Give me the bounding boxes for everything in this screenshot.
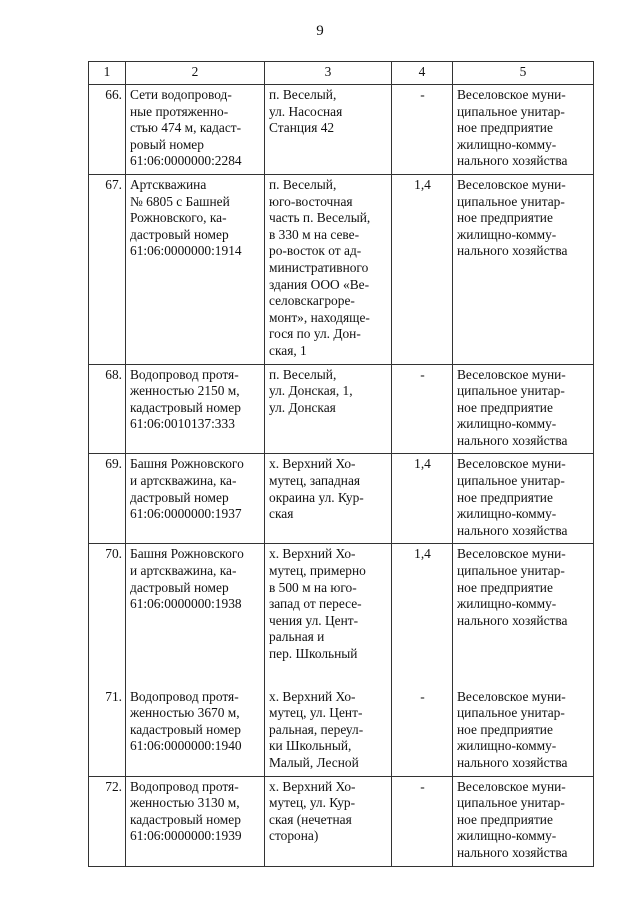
object-location-line: юго-восточная xyxy=(269,193,353,209)
object-location-line: х. Верхний Хо- xyxy=(269,778,356,794)
object-holder-line: нального хозяйства xyxy=(457,432,568,448)
object-location-line: в 330 м на севе- xyxy=(269,226,360,242)
object-location xyxy=(265,667,392,776)
object-location xyxy=(265,776,392,866)
object-location-line: ская, 1 xyxy=(269,342,307,358)
object-holder-line: ное предприятие xyxy=(457,210,553,226)
object-name-line: дастровый номер xyxy=(130,579,229,595)
object-value: - xyxy=(392,776,453,866)
object-location-line: ская (нечетная xyxy=(269,811,352,827)
object-location-line: запад от пересе- xyxy=(269,596,362,612)
object-holder-line: ное предприятие xyxy=(457,721,553,737)
object-holder-line: Веселовское муни- xyxy=(457,778,566,794)
page-number: 9 xyxy=(316,23,324,39)
object-name-line: дастровый номер xyxy=(130,489,229,505)
object-holder-line: ципальное унитар- xyxy=(457,473,565,489)
object-holder xyxy=(453,776,594,866)
object-holder-line: ципальное унитар- xyxy=(457,103,565,119)
object-location-line: х. Верхний Хо- xyxy=(269,456,356,472)
object-holder-line: ципальное унитар- xyxy=(457,383,565,399)
object-holder-line: ципальное унитар- xyxy=(457,563,565,579)
table-row xyxy=(89,544,594,667)
object-holder-line: ное предприятие xyxy=(457,579,553,595)
object-name-line: 61:06:0000000:2284 xyxy=(130,153,242,169)
object-holder xyxy=(453,174,594,364)
object-name-line: Водопровод протя- xyxy=(130,366,239,382)
object-value: - xyxy=(392,364,453,454)
object-holder-line: жилищно-комму- xyxy=(457,506,557,522)
header-col-4: 4 xyxy=(392,62,453,85)
object-holder-line: нального хозяйства xyxy=(457,844,568,860)
table-row xyxy=(89,454,594,544)
object-holder-line: ное предприятие xyxy=(457,489,553,505)
object-holder-line: ципальное унитар- xyxy=(457,193,565,209)
object-holder-line: нального хозяйства xyxy=(457,153,568,169)
object-holder xyxy=(453,85,594,175)
row-number: 70. xyxy=(89,544,126,667)
object-location-line: ул. Донская, 1, xyxy=(269,383,353,399)
object-name-line: женностью 2150 м, xyxy=(130,383,240,399)
object-name xyxy=(126,364,265,454)
object-holder-line: ципальное унитар- xyxy=(457,795,565,811)
row-number: 72. xyxy=(89,776,126,866)
object-location-line: мутец, примерно xyxy=(269,563,366,579)
table-row xyxy=(89,174,594,364)
table-body xyxy=(89,85,594,867)
row-number: 67. xyxy=(89,174,126,364)
object-holder-line: жилищно-комму- xyxy=(457,596,557,612)
object-name-line: ровый номер xyxy=(130,136,204,152)
object-holder-line: Веселовское муни- xyxy=(457,688,566,704)
object-name-line: Башня Рожновского xyxy=(130,456,244,472)
table-row xyxy=(89,364,594,454)
object-name-line: кадастровый номер xyxy=(130,721,241,737)
object-holder-line: Веселовское муни- xyxy=(457,546,566,562)
object-holder-line: жилищно-комму- xyxy=(457,828,557,844)
object-location-line: Станция 42 xyxy=(269,120,335,136)
object-location-line: чения ул. Цент- xyxy=(269,612,359,628)
object-location-line: сторона) xyxy=(269,828,319,844)
object-name-line: ные протяженно- xyxy=(130,103,229,119)
header-col-3: 3 xyxy=(265,62,392,85)
object-location-line: мутец, ул. Цент- xyxy=(269,705,363,721)
object-holder-line: жилищно-комму- xyxy=(457,136,557,152)
object-holder-line: нального хозяйства xyxy=(457,754,568,770)
object-name-line: 61:06:0000000:1938 xyxy=(130,596,242,612)
object-holder-line: ное предприятие xyxy=(457,399,553,415)
object-name-line: Артскважина xyxy=(130,176,207,192)
object-holder xyxy=(453,364,594,454)
object-holder-line: жилищно-комму- xyxy=(457,416,557,432)
object-holder-line: ное предприятие xyxy=(457,811,553,827)
object-name-line: кадастровый номер xyxy=(130,811,241,827)
object-holder-line: Веселовское муни- xyxy=(457,456,566,472)
object-location xyxy=(265,85,392,175)
object-location-line: п. Веселый, xyxy=(269,366,337,382)
object-name-line: 61:06:0010137:333 xyxy=(130,416,235,432)
object-location-line: ральная и xyxy=(269,629,325,645)
object-location-line: х. Верхний Хо- xyxy=(269,546,356,562)
object-name-line: Башня Рожновского xyxy=(130,546,244,562)
object-holder-line: Веселовское муни- xyxy=(457,87,566,102)
object-value: 1,4 xyxy=(392,454,453,544)
table-row xyxy=(89,776,594,866)
row-number: 68. xyxy=(89,364,126,454)
object-value: 1,4 xyxy=(392,174,453,364)
object-location-line: ральная, переул- xyxy=(269,721,364,737)
object-location-line: ул. Донская xyxy=(269,399,336,415)
object-holder-line: Веселовское муни- xyxy=(457,176,566,192)
object-location-line: в 500 м на юго- xyxy=(269,579,357,595)
object-name-line: женностью 3130 м, xyxy=(130,795,240,811)
object-location-line: монт», находяще- xyxy=(269,309,370,325)
object-name-line: № 6805 с Башней xyxy=(130,193,230,209)
object-value: - xyxy=(392,667,453,776)
object-holder-line: нального хозяйства xyxy=(457,243,568,259)
object-holder xyxy=(453,454,594,544)
object-name xyxy=(126,85,265,175)
object-name xyxy=(126,454,265,544)
object-name-line: Сети водопровод- xyxy=(130,87,232,102)
object-name-line: кадастровый номер xyxy=(130,399,241,415)
header-col-1: 1 xyxy=(89,62,126,85)
object-value: - xyxy=(392,85,453,175)
object-location xyxy=(265,364,392,454)
row-number: 66. xyxy=(89,85,126,175)
object-name-line: и артскважина, ка- xyxy=(130,563,237,579)
object-location-line: мутец, ул. Кур- xyxy=(269,795,356,811)
object-location-line: гося по ул. Дон- xyxy=(269,326,361,342)
object-name-line: дастровый номер xyxy=(130,226,229,242)
object-location-line: часть п. Веселый, xyxy=(269,210,371,226)
object-holder-line: жилищно-комму- xyxy=(457,226,557,242)
object-location-line: ро-восток от ад- xyxy=(269,243,362,259)
row-number: 71. xyxy=(89,667,126,776)
object-name-line: и артскважина, ка- xyxy=(130,473,237,489)
table-header-row xyxy=(89,62,594,85)
object-name xyxy=(126,667,265,776)
object-location-line: окраина ул. Кур- xyxy=(269,489,364,505)
object-name-line: Водопровод протя- xyxy=(130,778,239,794)
object-location-line: п. Веселый, xyxy=(269,87,337,102)
object-location xyxy=(265,174,392,364)
object-holder-line: жилищно-комму- xyxy=(457,738,557,754)
object-location-line: мутец, западная xyxy=(269,473,361,489)
object-holder xyxy=(453,544,594,667)
object-name xyxy=(126,174,265,364)
object-holder-line: нального хозяйства xyxy=(457,522,568,538)
object-holder xyxy=(453,667,594,776)
object-name-line: 61:06:0000000:1914 xyxy=(130,243,242,259)
object-location xyxy=(265,544,392,667)
object-name xyxy=(126,776,265,866)
object-name-line: стью 474 м, кадаст- xyxy=(130,120,242,136)
property-registry-table xyxy=(88,61,594,867)
object-location-line: селовскагроре- xyxy=(269,293,355,309)
object-location-line: здания ООО «Ве- xyxy=(269,276,370,292)
object-location-line: ская xyxy=(269,506,294,522)
object-name-line: Рожновского, ка- xyxy=(130,210,227,226)
object-name xyxy=(126,544,265,667)
object-name-line: 61:06:0000000:1940 xyxy=(130,738,242,754)
object-location-line: министративного xyxy=(269,259,369,275)
object-value: 1,4 xyxy=(392,544,453,667)
object-name-line: женностью 3670 м, xyxy=(130,705,240,721)
object-name-line: Водопровод протя- xyxy=(130,688,239,704)
object-location-line: п. Веселый, xyxy=(269,176,337,192)
header-col-2: 2 xyxy=(126,62,265,85)
object-location-line: Малый, Лесной xyxy=(269,754,359,770)
object-holder-line: ное предприятие xyxy=(457,120,553,136)
object-holder-line: ципальное унитар- xyxy=(457,705,565,721)
object-location-line: пер. Школьный xyxy=(269,646,358,661)
object-location-line: ул. Насосная xyxy=(269,103,343,119)
object-name-line: 61:06:0000000:1937 xyxy=(130,506,242,522)
object-name-line: 61:06:0000000:1939 xyxy=(130,828,242,844)
row-number: 69. xyxy=(89,454,126,544)
object-holder-line: нального хозяйства xyxy=(457,612,568,628)
table-row xyxy=(89,85,594,175)
object-location-line: х. Верхний Хо- xyxy=(269,688,356,704)
object-location-line: ки Школьный, xyxy=(269,738,352,754)
object-location xyxy=(265,454,392,544)
table-row xyxy=(89,667,594,776)
header-col-5: 5 xyxy=(453,62,594,85)
object-holder-line: Веселовское муни- xyxy=(457,366,566,382)
